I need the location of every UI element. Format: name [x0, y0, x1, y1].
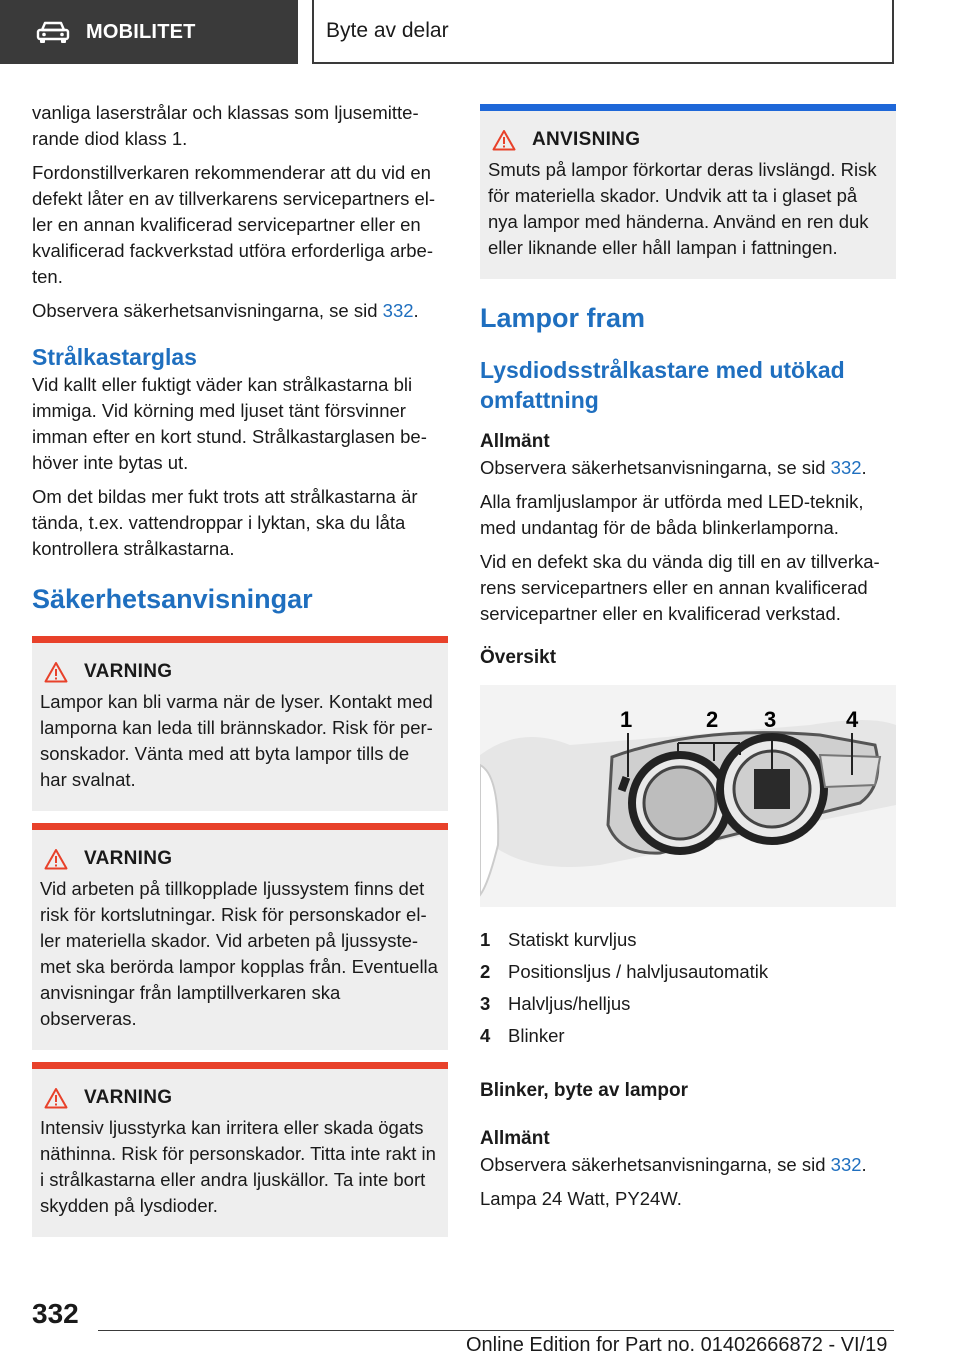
section-tab — [0, 0, 298, 64]
paragraph: Fordonstillverkaren rekommenderar att du vid en defekt låter en av tillverkarens servicepartners eller en annan kvalificerad servicepartner eller en kvalificerad fackverkstad utföra erforderliga arbeten. — [32, 162, 436, 287]
warning-triangle-icon — [44, 848, 68, 870]
warning-text: Intensiv ljusstyrka kan irritera eller skada ögats näthinna. Risk för personskador. Titta inte rakt in i strålkastarna eller andra ljuskällor. Ta inte bort skydden på lysdioder. — [40, 1117, 436, 1216]
warning-title: VARNING — [84, 1087, 173, 1108]
warning-title: VARNING — [84, 661, 173, 682]
heading-headlight-glass: Strålkastarglas — [32, 344, 197, 370]
heading-safety: Säkerhetsanvisningar — [32, 584, 313, 614]
paragraph: Vid en defekt ska du vända dig till en av tillverkarens servicepartners eller en annan kvalificerad servicepartner eller en kvalificerad verkstad. — [480, 551, 880, 624]
notice-box — [480, 104, 896, 279]
notice-title: ANVISNING — [532, 129, 641, 150]
chapter-tab — [312, 0, 894, 64]
warning-triangle-icon — [492, 129, 516, 151]
warning-text: Vid arbeten på tillkopplade ljussystem finns det risk för kortslutningar. Risk för personskador eller materiella skador. Vid arbeten på ljussystemet ska berörda lampor kopplas från. Eventuella anvisningar från lamptillverkaren ska observeras. — [40, 878, 438, 1029]
page-number: 332 — [32, 1298, 79, 1329]
edition-note: Online Edition for Part no. 01402666872 - VI/19 — [466, 1334, 888, 1356]
figure-label: 1 — [620, 707, 633, 732]
car-icon — [36, 20, 70, 44]
legend-item: 2 Positionsljus / halvljusautomatik — [480, 961, 769, 982]
paragraph: Lampa 24 Watt, PY24W. — [480, 1188, 682, 1209]
warning-text: Lampor kan bli varma när de lyser. Kontakt med lamporna kan leda till brännskador. Risk för personskador. Vänta med att byta lampor tills de har svalnat. — [40, 691, 433, 790]
section-title: MOBILITET — [86, 20, 196, 43]
page-link[interactable]: 332 — [830, 1154, 862, 1175]
legend-item: 3 Halvljus/helljus — [480, 993, 631, 1014]
figure-label: 4 — [846, 707, 859, 732]
chapter-title: Byte av delar — [326, 19, 449, 42]
warning-title: VARNING — [84, 848, 173, 869]
legend-item: 1 Statiskt kurvljus — [480, 929, 637, 950]
left-column — [32, 100, 448, 1237]
page-link[interactable]: 332 — [382, 300, 414, 321]
paragraph: vanliga laserstrålar och klassas som ljusemitterande diod klass 1. — [32, 102, 419, 149]
page-link[interactable]: 332 — [830, 457, 862, 478]
heading-general: Allmänt — [480, 1128, 550, 1149]
right-column — [480, 104, 896, 1220]
paragraph: Observera säkerhetsanvisningarna, se sid 332. — [480, 1154, 867, 1175]
paragraph: Observera säkerhetsanvisningarna, se sid 332. — [32, 300, 419, 321]
paragraph: Alla framljuslampor är utförda med LED-teknik, med undantag för de båda blinkerlamporna. — [480, 491, 864, 538]
figure-legend — [480, 924, 896, 1052]
paragraph: Vid kallt eller fuktigt väder kan strålkastarna bli immiga. Vid körning med ljuset tänt försvinner imman efter en kort stund. Strålkastarglasen behöver inte bytas ut. — [32, 374, 427, 473]
figure-label: 2 — [706, 707, 719, 732]
warning-triangle-icon — [44, 1087, 68, 1109]
warning-box — [32, 823, 448, 1050]
paragraph: Observera säkerhetsanvisningarna, se sid 332. — [480, 457, 867, 478]
heading-general: Allmänt — [480, 431, 550, 452]
warning-triangle-icon — [44, 661, 68, 683]
figure-label: 3 — [764, 707, 777, 732]
heading-overview: Översikt — [480, 647, 557, 668]
warning-box — [32, 1062, 448, 1237]
heading-blinker: Blinker, byte av lampor — [480, 1080, 689, 1101]
footer-divider — [98, 1330, 894, 1331]
warning-box — [32, 636, 448, 811]
headlight-figure — [480, 685, 896, 907]
heading-led-headlights: Lysdiodsstrålkastare med utökad omfattning — [480, 357, 845, 413]
legend-item: 4 Blinker — [480, 1025, 565, 1046]
paragraph: Om det bildas mer fukt trots att strålkastarna är tända, t.ex. vattendroppar i lyktan, ska du låta kontrollera strålkastarna. — [32, 486, 418, 559]
notice-text: Smuts på lampor förkortar deras livslängd. Risk för materiella skador. Undvik att ta i glaset på nya lampor med händerna. Använd en ren duk eller liknande eller håll lampan i fattningen. — [488, 159, 877, 258]
heading-front-lamps: Lampor fram — [480, 303, 646, 333]
